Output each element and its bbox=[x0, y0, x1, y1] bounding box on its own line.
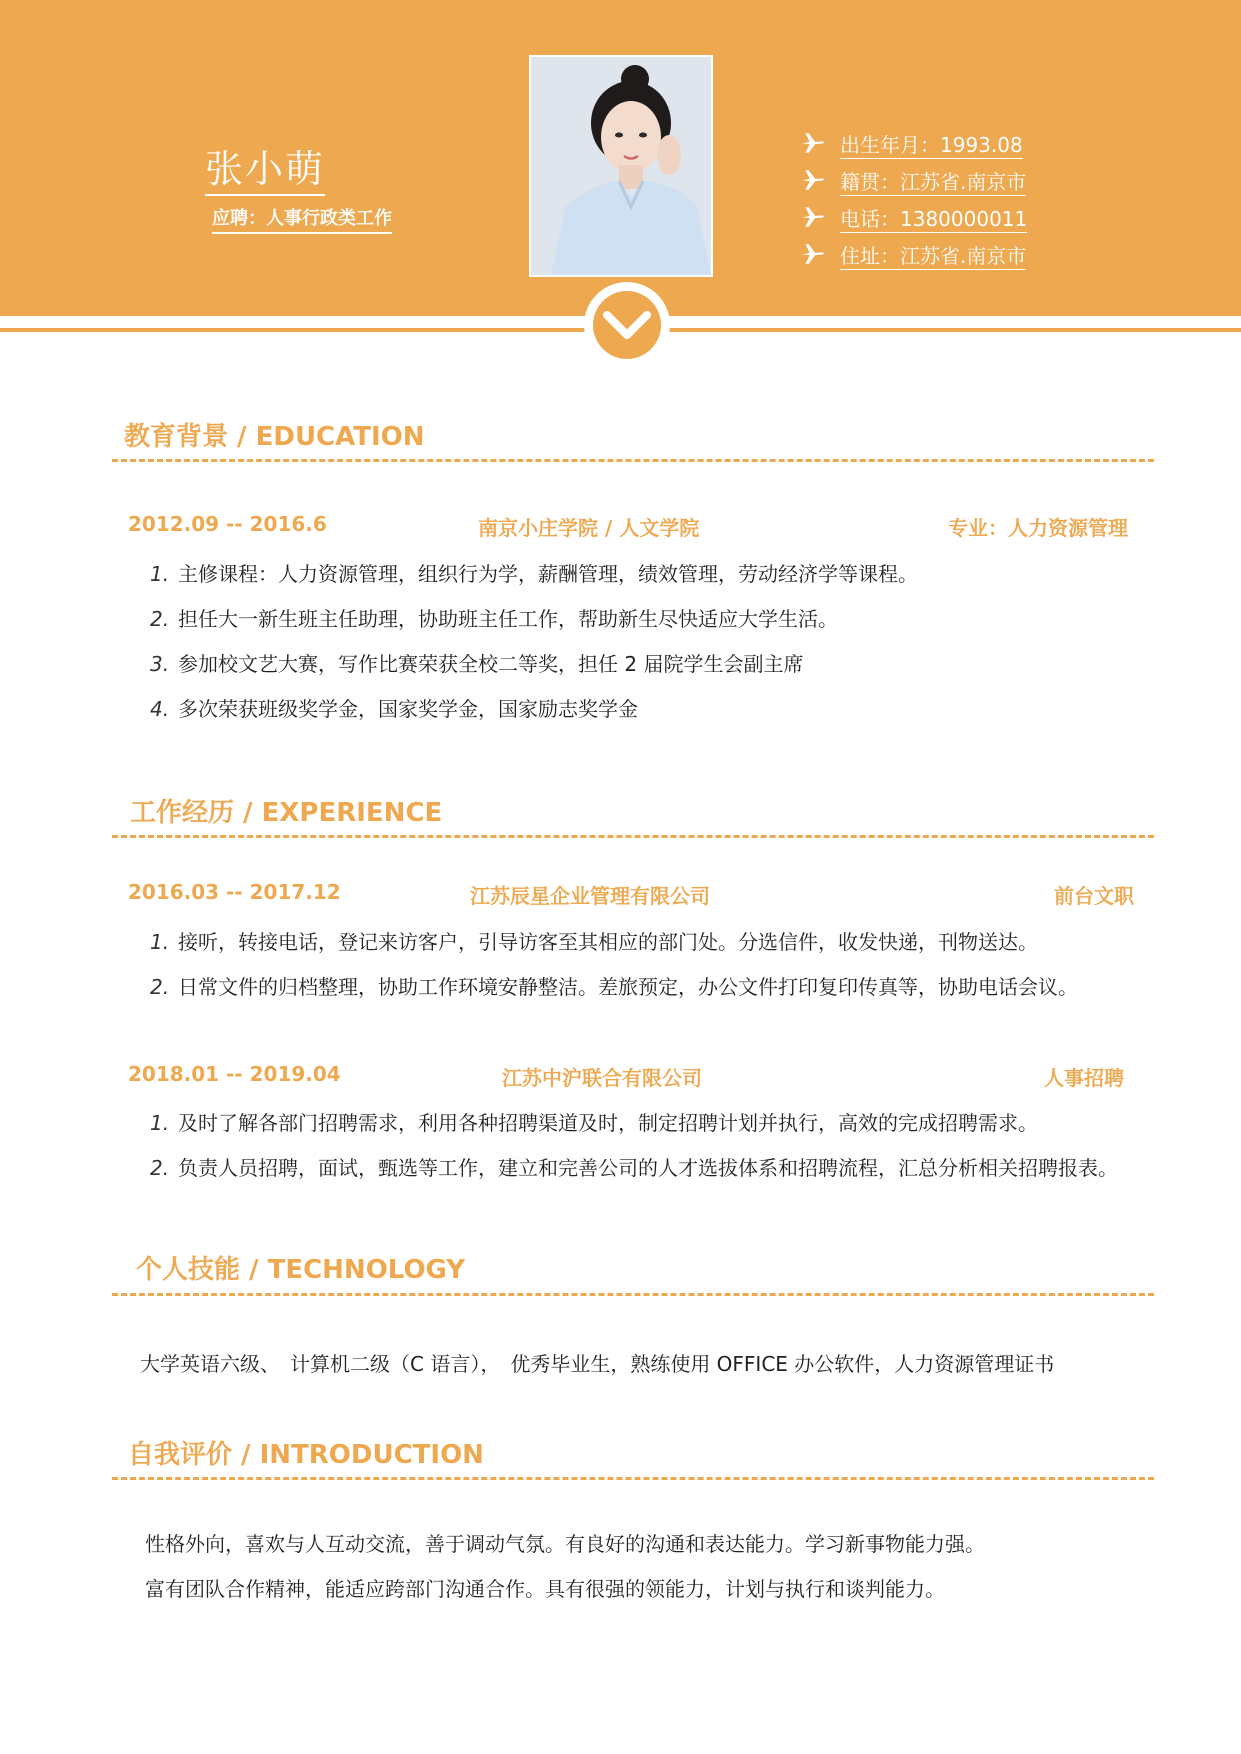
list-item: 1. 接听，转接电话，登记来访客户，引导访客至其相应的部门处。分选信件，收发快递，刊物送达。 bbox=[150, 930, 1038, 954]
section-divider bbox=[112, 835, 1154, 838]
skills-text: 大学英语六级、 计算机二级（C 语言）， 优秀毕业生，熟练使用 OFFICE 办公软件，人力资源管理证书 bbox=[140, 1352, 1055, 1376]
job-company: 江苏辰星企业管理有限公司 bbox=[470, 884, 710, 908]
list-item: 2. 负责人员招聘，面试，甄选等工作，建立和完善公司的人才选拔体系和招聘流程，汇总分析相关招聘报表。 bbox=[150, 1156, 1118, 1180]
airplane-icon bbox=[800, 204, 826, 230]
info-text: 住址：江苏省.南京市 bbox=[840, 244, 1027, 268]
list-item: 3. 参加校文艺大赛，写作比赛荣获全校二等奖，担任 2 届院学生会副主席 bbox=[150, 652, 804, 676]
list-item: 2. 日常文件的归档整理，协助工作环境安静整洁。差旅预定，办公文件打印复印传真等，协助电话会议。 bbox=[150, 975, 1078, 999]
job-date: 2016.03 -- 2017.12 bbox=[128, 880, 341, 904]
section-title-skills: 个人技能 / TECHNOLOGY bbox=[136, 1255, 466, 1285]
list-item: 1. 及时了解各部门招聘需求，利用各种招聘渠道及时，制定招聘计划并执行，高效的完成招聘需求。 bbox=[150, 1111, 1038, 1135]
section-title-introduction: 自我评价 / INTRODUCTION bbox=[128, 1440, 484, 1470]
job-company: 江苏中沪联合有限公司 bbox=[502, 1066, 702, 1090]
candidate-name: 张小萌 bbox=[205, 146, 325, 196]
chevron-down-icon bbox=[598, 298, 656, 354]
list-item: 1. 主修课程：人力资源管理，组织行为学，薪酬管理，绩效管理，劳动经济学等课程。 bbox=[150, 562, 918, 586]
profile-photo bbox=[529, 55, 713, 277]
section-title-experience: 工作经历 / EXPERIENCE bbox=[130, 798, 443, 828]
chevron-down-badge bbox=[584, 282, 670, 368]
list-item: 4. 多次荣获班级奖学金，国家奖学金，国家励志奖学金 bbox=[150, 697, 638, 721]
info-text: 出生年月：1993.08 bbox=[840, 133, 1023, 157]
list-item: 2. 担任大一新生班主任助理，协助班主任工作，帮助新生尽快适应大学生活。 bbox=[150, 607, 838, 631]
section-divider bbox=[112, 1477, 1154, 1480]
section-divider bbox=[112, 1293, 1154, 1296]
job-date: 2018.01 -- 2019.04 bbox=[128, 1062, 341, 1086]
intro-line: 富有团队合作精神，能适应跨部门沟通合作。具有很强的领能力，计划与执行和谈判能力。 bbox=[145, 1577, 945, 1601]
airplane-icon bbox=[800, 241, 826, 267]
intro-line: 性格外向，喜欢与人互动交流，善于调动气氛。有良好的沟通和表达能力。学习新事物能力强。 bbox=[145, 1532, 985, 1556]
job-role: 前台文职 bbox=[1054, 884, 1134, 908]
section-title-education: 教育背景 / EDUCATION bbox=[124, 422, 425, 452]
education-school: 南京小庄学院 / 人文学院 bbox=[478, 516, 700, 540]
section-divider bbox=[112, 459, 1154, 462]
education-date: 2012.09 -- 2016.6 bbox=[128, 512, 327, 536]
info-text: 电话：1380000011 bbox=[840, 207, 1028, 231]
info-text: 籍贯：江苏省.南京市 bbox=[840, 170, 1027, 194]
airplane-icon bbox=[800, 130, 826, 156]
job-role: 人事招聘 bbox=[1044, 1066, 1124, 1090]
education-major: 专业：人力资源管理 bbox=[948, 516, 1128, 540]
airplane-icon bbox=[800, 167, 826, 193]
job-objective: 应聘：人事行政类工作 bbox=[212, 206, 392, 234]
